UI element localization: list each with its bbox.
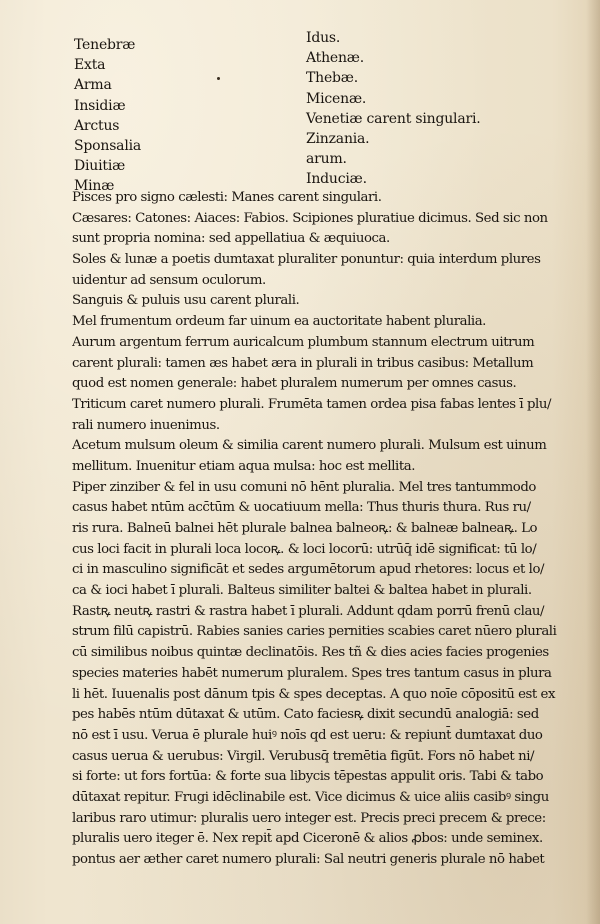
text-line: cus loci facit in plurali loca locoꝶ. & loci locorū: utrūq̄ idē significat: tū lo/ [72, 541, 537, 557]
text-line: cū similibus noibus quintæ declinatōis. Res tñ & dies acies facies progenies [72, 645, 549, 661]
text-line: strum filū capistrū. Rabies sanies caries pernities scabies caret nūero plurali [72, 624, 557, 640]
text-line: casus habet ntūm acc̄tūm & uocatiuum mella: Thus thuris thura. Rus ru/ [72, 500, 531, 516]
word-item: Venetiæ carent singulari. [306, 110, 481, 127]
text-line: species materies habēt numerum pluralem. Spes tres tantum casus in plura [72, 665, 552, 681]
text-line: Rastꝶ neutꝶ rastri & rastra habet ī plurali. Addunt qdam porrū frenū clau/ [72, 603, 545, 619]
word-item: Minæ [74, 178, 115, 195]
word-item: Tenebræ [74, 37, 136, 53]
text-line: ris rura. Balneū balnei hēt plurale balnea balneoꝶ: & balneæ balneaꝶ. Lo [72, 521, 538, 536]
right-word-column [306, 28, 526, 190]
page-edge-shadow [586, 0, 600, 924]
text-line: si forte: ut fors fortūa: & forte sua libycis tēpestas appulit oris. Tabi & tabo [72, 769, 544, 785]
text-line: Aurum argentum ferrum auricalcum plumbum stannum electrum uitrum [72, 334, 535, 350]
word-item: Insidiæ [74, 97, 126, 114]
text-line: Cæsares: Catones: Aiaces: Fabios. Scipiones pluratiue dicimus. Sed sic non [72, 210, 548, 226]
text-line: uidentur ad sensum oculorum. [72, 272, 266, 288]
text-line: carent plurali: tamen æs habet æra in plurali in tribus casibus: Metallum [72, 355, 534, 371]
text-line: sunt propria nomina: sed appellatiua & æquiuoca. [72, 231, 390, 247]
word-item: Exta [74, 57, 106, 74]
word-item: Micenæ. [306, 90, 367, 107]
word-item: Zinzania. [306, 131, 370, 148]
word-item: Idus. [306, 30, 341, 46]
text-line: Acetum mulsum oleum & similia carent numero plurali. Mulsum est uinum [72, 438, 547, 454]
text-line: laribus raro utimur: pluralis uero integer est. Precis preci precem & prece: [72, 810, 546, 826]
word-item: arum. [306, 151, 347, 168]
word-item: Thebæ. [306, 70, 359, 87]
text-line: mellitum. Inuenitur etiam aqua mulsa: hoc est mellita. [72, 458, 415, 474]
word-item: Induciæ. [306, 171, 367, 188]
text-line: Soles & lunæ a poetis dumtaxat pluraliter ponuntur: quia interdum plures [72, 252, 541, 268]
text-line: quod est nomen generale: habet pluralem numerum per omnes casus. [72, 376, 517, 392]
word-item: Arma [74, 77, 112, 94]
word-item: Athenæ. [306, 50, 365, 67]
text-line: casus uerua & uerubus: Virgil. Verubusq̄ tremētia figūt. Fors nō habet ni/ [72, 748, 535, 764]
text-line: Sanguis & puluis usu carent plurali. [72, 293, 300, 309]
text-line: pes habēs ntūm dūtaxat & utūm. Cato faciesꝶ dixit secundū analogiā: sed [72, 707, 539, 723]
text-line: nō est ī usu. Verua ē plurale huiꝰ noīs qd est ueru: & repiunt̄ dumtaxat duo [72, 727, 543, 743]
text-line: Mel frumentum ordeum far uinum ea auctoritate habent pluralia. [72, 314, 486, 330]
text-line: dūtaxat repitur. Frugi idēclinabile est. Vice dicimus & uice aliis casibꝰ singu [72, 789, 549, 805]
text-line: Triticum caret numero plurali. Frumēta tamen ordea pisa fabas lentes ī plu/ [72, 396, 551, 412]
text-line: Pisces pro signo cælesti: Manes carent singulari. [72, 190, 382, 205]
text-line: ci in masculino significāt et sedes argumētorum apud rhetores: locus et lo/ [72, 562, 545, 578]
text-line: pluralis uero iteger ē. Nex repit̄ apd Ciceronē & alios ꝓbos: unde seminex. [72, 831, 543, 847]
body-text [72, 188, 588, 871]
word-item: Sponsalia [74, 138, 142, 155]
left-word-column [74, 35, 224, 197]
text-line: ca & ioci habet ī plurali. Balteus similiter baltei & baltea habet in plurali. [72, 583, 532, 599]
text-line: Piper zinziber & fel in usu comuni nō hēnt pluralia. Mel tres tantummodo [72, 479, 536, 495]
text-line: pontus aer æther caret numero plurali: Sal neutri generis plurale nō habet [72, 852, 545, 867]
word-item: Arctus [74, 117, 120, 134]
ink-speck [217, 77, 220, 80]
text-line: rali numero inuenimus. [72, 417, 220, 433]
text-line: li hēt. Iuuenalis post dānum tpis & spes deceptas. A quo noīe cōpositū est ex [72, 686, 556, 702]
word-item: Diuitiæ [74, 158, 126, 175]
